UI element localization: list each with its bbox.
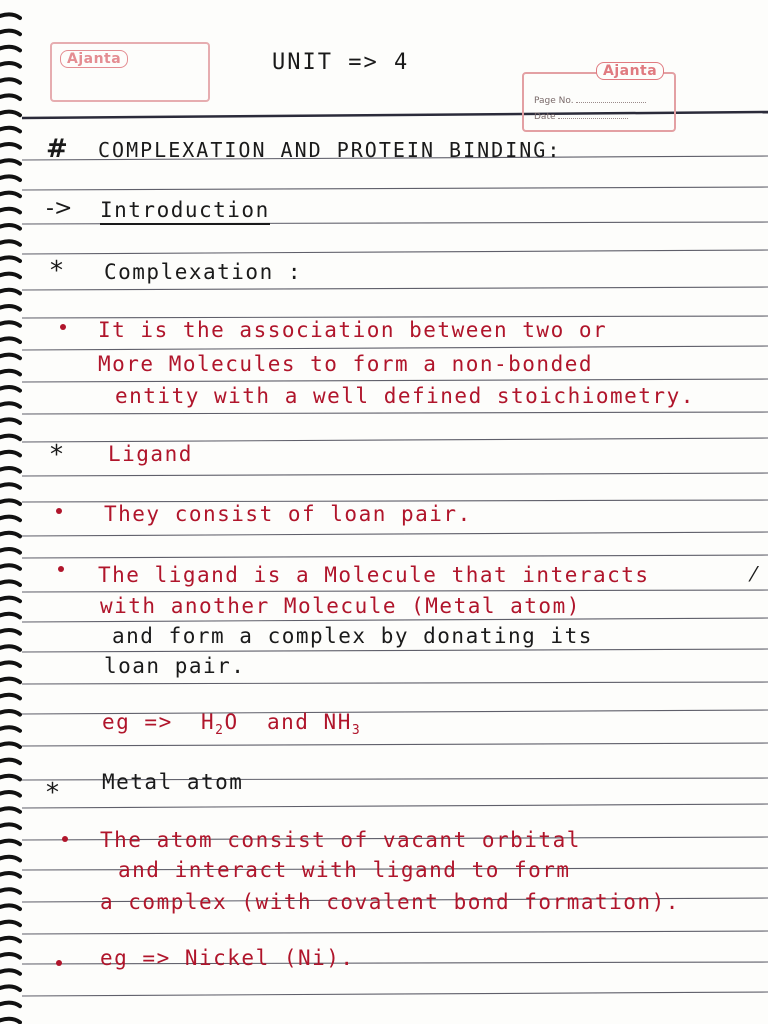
bullet-dot [56,960,62,966]
spiral-ring [0,144,20,148]
spiral-ring [0,338,20,342]
spiral-ring [0,193,20,197]
spiral-ring [0,31,20,35]
ligand-bullet-1: They consist of loan pair. [104,502,472,526]
ruled-line [22,187,768,190]
complexation-line-2 [98,354,593,375]
page-no-field [534,96,664,106]
spiral-ring [0,533,20,537]
spiral-ring [0,776,20,780]
ruled-line [22,473,768,476]
ruled-line [22,346,768,350]
water-o: O [224,710,239,734]
spiral-ring [0,14,20,18]
date-label: Date [534,112,556,122]
spiral-ring [0,905,20,909]
complexation-line-3 [115,386,695,407]
ligand-bullet-2-line-1: The ligand is a Molecule that interacts [98,563,650,587]
spiral-ring [0,565,20,569]
spiral-ring [0,306,20,310]
complexation-line-1-text: It is the association between two or [98,318,608,342]
ruled-line [22,379,768,382]
ruled-line [22,682,768,684]
bullet-dot [56,508,62,514]
spiral-ring [0,241,20,245]
spiral-ring [0,662,20,666]
hash-marker: # [46,134,68,164]
margin-mark: ⁄ [752,562,756,586]
spiral-ring [0,403,20,407]
spiral-ring [0,743,20,747]
arrow-icon: -> [46,196,73,221]
complexation-line-2-text: More Molecules to form a non-bonded [98,352,594,376]
spiral-ring [0,79,20,83]
ruled-line [22,618,768,622]
spiral-ring [0,841,20,845]
spiral-ring [0,873,20,877]
spiral-ring [0,468,20,472]
spiral-ring [0,387,20,391]
brand-logo: Ajanta [60,50,128,68]
spiral-ring [0,290,20,294]
spiral-ring [0,355,20,359]
brand-stamp-right [522,63,676,132]
complexation-line-3-text: entity with a well defined stoichiometry. [115,384,695,408]
example-prefix: eg => [102,710,173,734]
metal-atom-line-2: and interact with ligand to form [118,858,571,882]
spiral-ring [0,452,20,456]
complexation-line-1 [98,320,607,341]
spiral-ring [0,95,20,99]
ligand-bullet-2-line-4: loan pair. [104,654,246,678]
complexation-heading: Complexation : [104,260,303,284]
water-subscript: 2 [215,723,225,738]
spiral-ring [0,1003,20,1007]
spiral-ring [0,128,20,132]
spiral-ring [0,970,20,974]
date-field [534,112,664,122]
unit-title-text: UNIT => 4 [272,50,410,75]
ligand-example [102,712,361,737]
spiral-ring [0,484,20,488]
spiral-ring [0,257,20,261]
spiral-ring [0,176,20,180]
bullet-dot [58,566,64,572]
spiral-ring [0,922,20,926]
ruled-line [22,649,768,652]
spiral-ring [0,63,20,67]
ruled-line [22,743,768,746]
metal-atom-example: eg => Nickel (Ni). [100,946,355,970]
spiral-ring [0,549,20,553]
bleed-through-text [230,8,234,21]
spiral-ring [0,954,20,958]
spiral-ring [0,695,20,699]
unit-title [272,52,409,74]
spiral-ring [0,986,20,990]
spiral-ring [0,419,20,423]
spiral-ring [0,598,20,602]
spiral-ring [0,112,20,116]
ligand-bullet-2-line-2: with another Molecule (Metal atom) [100,594,581,618]
page-title: COMPLEXATION AND PROTEIN BINDING: [98,138,562,162]
ligand-heading: Ligand [108,442,193,466]
ammonia-subscript: 3 [351,723,362,738]
spiral-ring [0,614,20,618]
spiral-ring [0,47,20,51]
ruled-line [22,804,768,808]
ruled-line [22,590,768,592]
spiral-ring [0,225,20,229]
spiral-ring [0,517,20,521]
spiral-ring [0,630,20,634]
brand-stamp-left [50,42,210,102]
example-and: and [266,710,310,734]
bullet-dot [60,324,66,330]
metal-atom-line-1: The atom consist of vacant orbital [100,828,581,852]
spiral-ring [0,646,20,650]
page-no-label: Page No. [534,96,574,106]
spiral-ring [0,209,20,213]
ammonia-nh: NH [323,710,352,734]
water-h: H [201,710,216,734]
introduction-text: Introduction [100,198,270,225]
spiral-ring [0,760,20,764]
ruled-line [22,931,768,934]
spiral-ring [0,711,20,715]
metal-atom-heading: Metal atom [102,770,244,794]
spiral-ring [0,371,20,375]
spiral-binding [0,0,22,1024]
star-marker: * [50,256,63,286]
spiral-ring [0,581,20,585]
spiral-ring [0,824,20,828]
introduction-heading [100,200,270,221]
spiral-ring [0,436,20,440]
star-marker: * [46,778,59,808]
ligand-bullet-2-line-3: and form a complex by donating its [112,624,593,648]
spiral-ring [0,160,20,164]
ruled-line [22,412,768,414]
spiral-ring [0,500,20,504]
star-marker: * [50,440,63,470]
spiral-ring [0,792,20,796]
brand-logo: Ajanta [596,62,664,80]
ruled-line [22,555,768,558]
metal-atom-line-3: a complex (with covalent bond formation). [100,890,680,914]
ruled-line [22,532,768,536]
ruled-line [22,287,768,290]
ruled-line [22,992,768,996]
spiral-ring [0,679,20,683]
spiral-ring [0,322,20,326]
spiral-ring [0,808,20,812]
bullet-dot [62,836,68,842]
spiral-ring [0,274,20,278]
spiral-ring [0,1019,20,1023]
spiral-ring [0,857,20,861]
spiral-ring [0,889,20,893]
spiral-ring [0,938,20,942]
ruled-line [22,250,768,254]
spiral-ring [0,727,20,731]
